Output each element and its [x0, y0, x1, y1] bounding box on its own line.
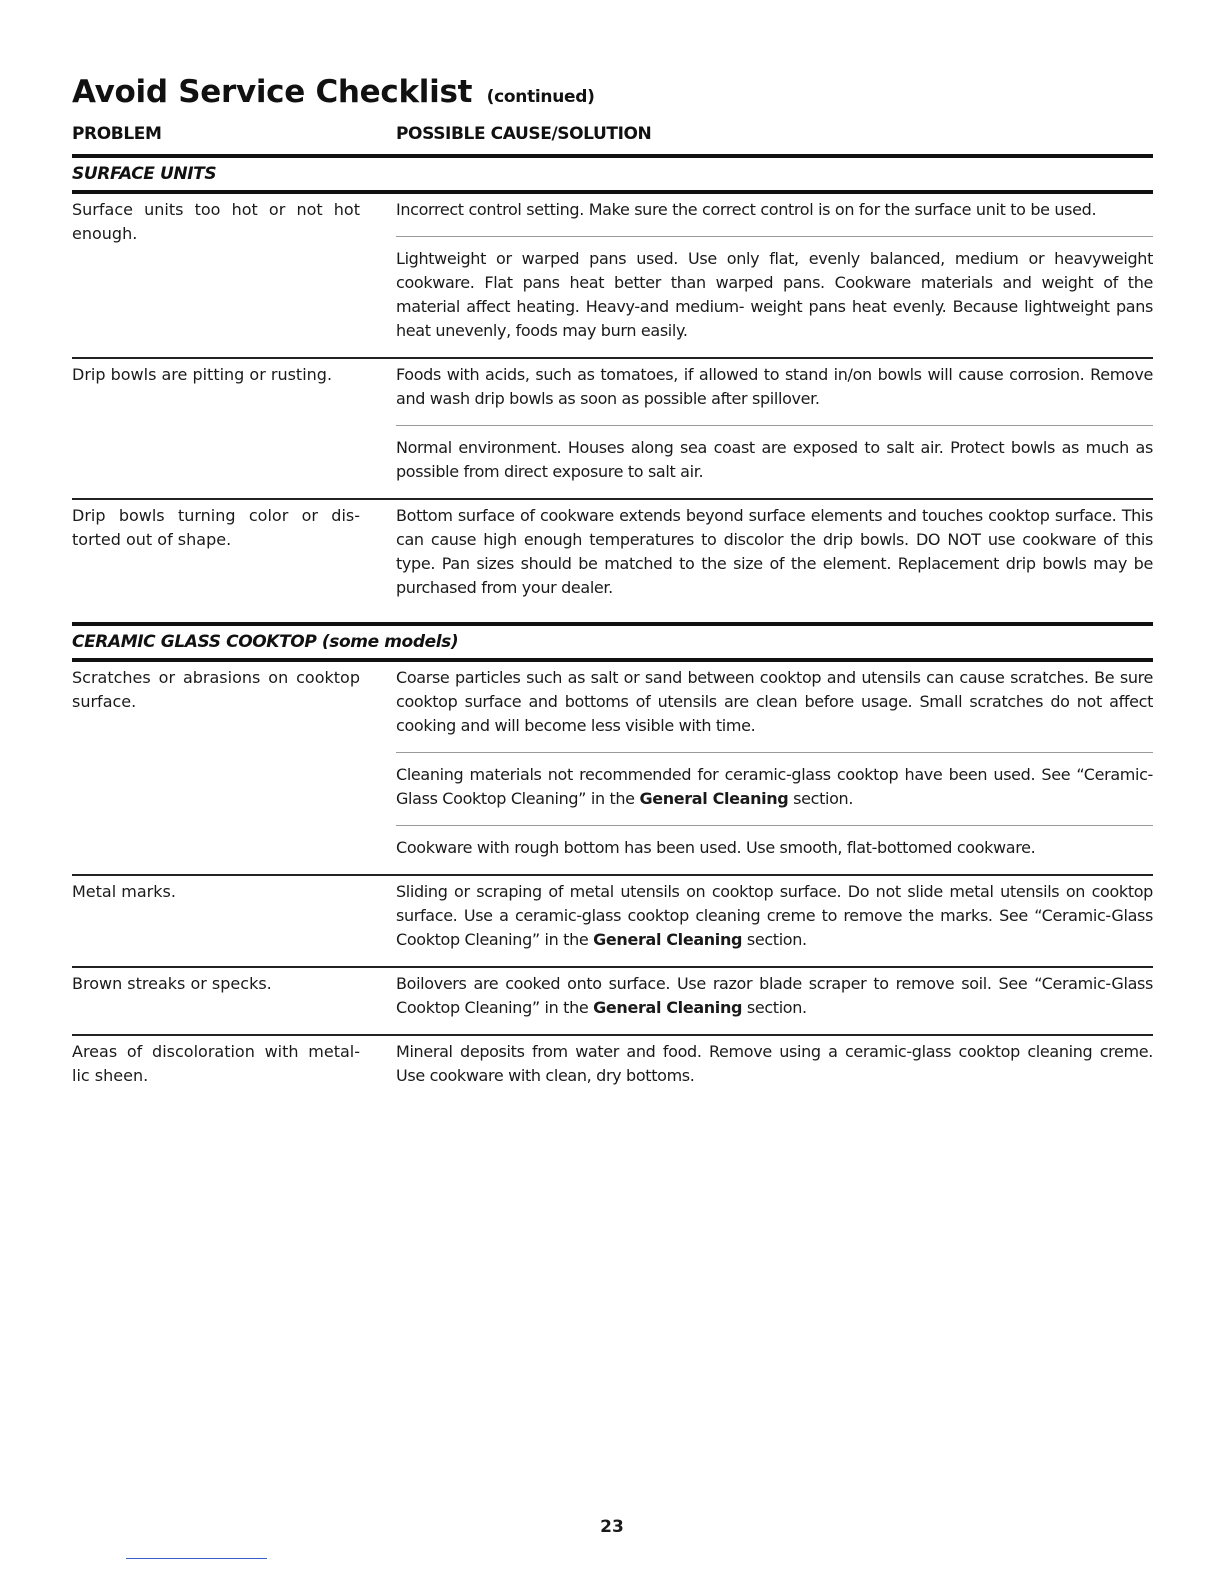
- general-cleaning-reference: General Cleaning: [593, 930, 743, 949]
- page-number: 23: [600, 1517, 624, 1537]
- solution-item: Bottom surface of cookware extends beyond surface elements and touches cooktop surface. This can cause high enough temperatures to discolor the drip bowls. DO NOT use cookware of this type. Pan sizes should be matched to the size of the element. Replacement drip bowls may be purchased from your dealer.: [396, 506, 1153, 597]
- solution-item: Lightweight or warped pans used. Use only flat, evenly balanced, medium or heavyweight cookware. Flat pans heat better than warped pans. Cookware materials and weight of the material affect heating. Heavy-and medium- weight pans heat evenly. Because lightweight pans heat unevenly, foods may burn easily.: [396, 236, 1153, 357]
- title-suffix: (continued): [486, 87, 595, 107]
- column-header-row: [72, 114, 1153, 158]
- solutions-cell: [396, 500, 1153, 614]
- problem-cell: Metal marks.: [72, 882, 176, 901]
- solution-item: [396, 968, 1153, 1034]
- solution-item: Mineral deposits from water and food. Remove using a ceramic-glass cooktop cleaning creme. Use cookware with clean, dry bottoms.: [396, 1042, 1153, 1085]
- solution-text: Boilovers are cooked onto surface. Use razor blade scraper to remove soil. See “Ceramic-Glass Cooktop Cleaning” in the: [396, 974, 1153, 1017]
- section-heading-surface-units: SURFACE UNITS: [72, 158, 1153, 194]
- solutions-cell: [396, 968, 1153, 1034]
- solution-item: Incorrect control setting. Make sure the correct control is on for the surface unit to be used.: [396, 200, 1097, 219]
- general-cleaning-reference: General Cleaning: [639, 789, 789, 808]
- solutions-cell: [396, 662, 1153, 874]
- solution-item: [396, 876, 1153, 966]
- section-heading-ceramic-glass: CERAMIC GLASS COOKTOP (some models): [72, 626, 1153, 662]
- section-gap: [72, 614, 1153, 622]
- table-row: [72, 966, 1153, 1034]
- solution-text: section.: [793, 789, 854, 808]
- solutions-cell: [396, 876, 1153, 966]
- footer-rule: [126, 1558, 267, 1559]
- table-row: [72, 357, 1153, 498]
- solutions-cell: [396, 1036, 1153, 1102]
- solution-item: Coarse particles such as salt or sand between cooktop and utensils can cause scratches. Be sure cooktop surface and bottoms of utensils are clean before usage. Small scratches do not affect cooking and will become less visible with time.: [396, 668, 1153, 735]
- problem-cell: Areas of discoloration with metal- lic sheen.: [72, 1042, 360, 1085]
- general-cleaning-reference: General Cleaning: [593, 998, 743, 1017]
- solutions-cell: [396, 194, 1153, 357]
- problem-cell: Drip bowls turning color or dis- torted out of shape.: [72, 506, 360, 549]
- page-title: [72, 70, 1153, 114]
- problem-cell: Scratches or abrasions on cooktop surface.: [72, 668, 360, 711]
- problem-cell: Surface units too hot or not hot enough.: [72, 200, 360, 243]
- table-row: [72, 662, 1153, 874]
- table-row: [72, 874, 1153, 966]
- solution-column-header: POSSIBLE CAUSE/SOLUTION: [396, 124, 652, 144]
- solution-text: Sliding or scraping of metal utensils on cooktop surface. Do not slide metal utensils on cooktop surface. Use a ceramic-glass cooktop cleaning creme to remove the marks. See “Ceramic-Glass Cooktop Cleaning” in the: [396, 882, 1153, 949]
- checklist-page: [72, 70, 1153, 1102]
- table-row: [72, 194, 1153, 357]
- solution-item: Normal environment. Houses along sea coast are exposed to salt air. Protect bowls as much as possible from direct exposure to salt air.: [396, 425, 1153, 498]
- problem-cell: Drip bowls are pitting or rusting.: [72, 365, 333, 384]
- solution-item: Cookware with rough bottom has been used. Use smooth, flat-bottomed cookware.: [396, 825, 1153, 874]
- problem-column-header: PROBLEM: [72, 124, 162, 144]
- solutions-cell: [396, 359, 1153, 498]
- table-row: [72, 498, 1153, 614]
- solution-item: Foods with acids, such as tomatoes, if allowed to stand in/on bowls will cause corrosion. Remove and wash drip bowls as soon as possible after spillover.: [396, 365, 1153, 408]
- solution-item: [396, 752, 1153, 825]
- solution-text: Cleaning materials not recommended for ceramic-glass cooktop have been used. See “Ceramic-Glass Cooktop Cleaning” in the: [396, 765, 1153, 808]
- table-row: [72, 1034, 1153, 1102]
- solution-text: section.: [746, 930, 807, 949]
- problem-cell: Brown streaks or specks.: [72, 974, 272, 993]
- title-text: Avoid Service Checklist: [72, 74, 473, 110]
- solution-text: section.: [746, 998, 807, 1017]
